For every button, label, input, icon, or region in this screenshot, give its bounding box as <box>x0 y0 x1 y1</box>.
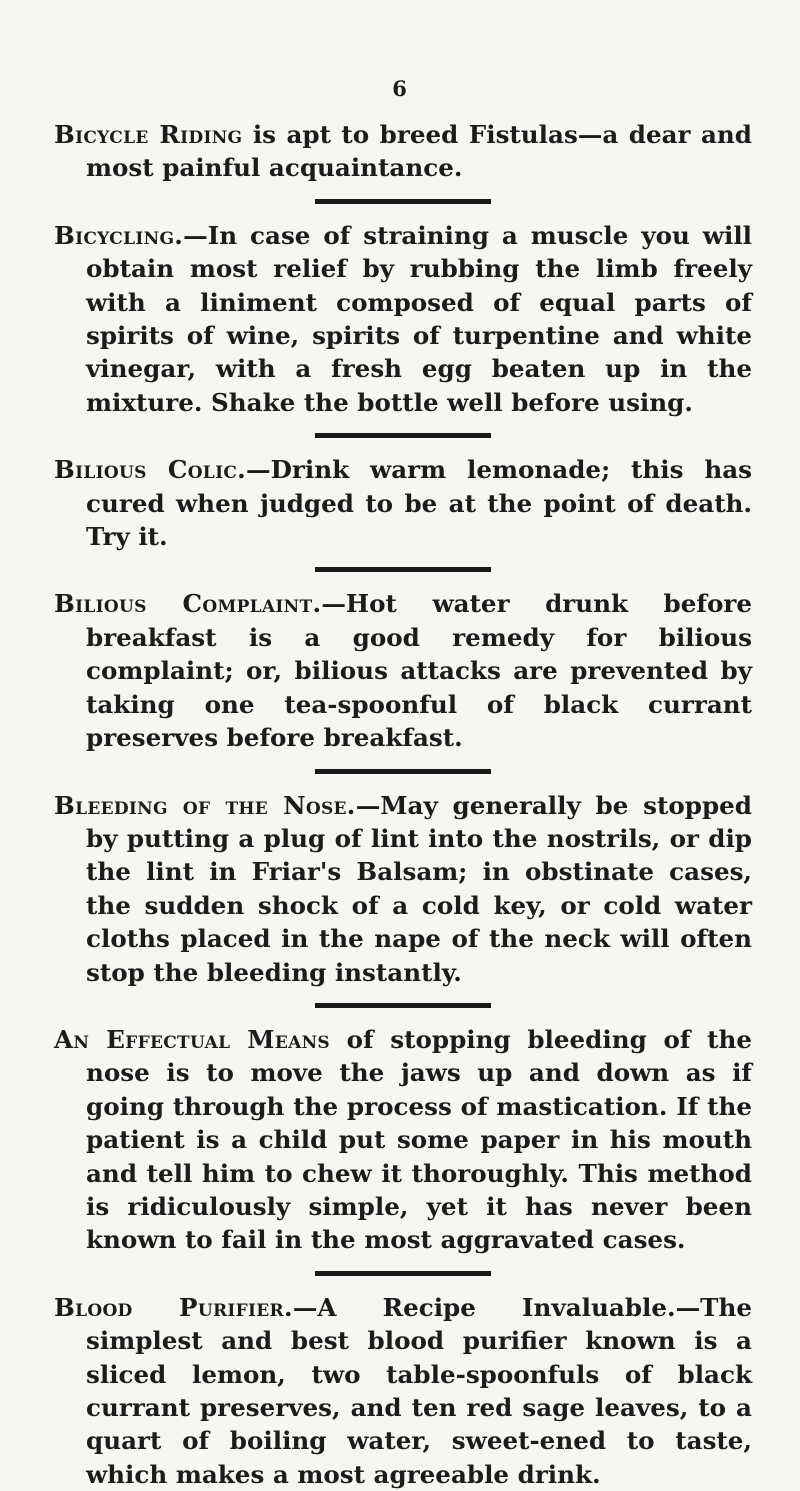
entry-bleeding-of-the-nose <box>54 789 752 989</box>
entry-bilious-colic <box>54 453 752 553</box>
section-divider <box>315 199 491 204</box>
entry-text: —A Recipe Invaluable.—The simplest and best blood purifier known is a sliced lemon, two table-spoonfuls of black currant preserves, and ten red sage leaves, to a quart of boiling water, sweet-ened to taste, which makes a most agreeable drink. <box>86 1292 752 1489</box>
section-divider <box>315 567 491 572</box>
entry-heading: An Effectual Means <box>54 1024 330 1054</box>
page-number: 6 <box>392 76 408 101</box>
entry-heading: Bilious Complaint. <box>54 589 322 619</box>
entry-heading: Bicycling. <box>54 220 184 250</box>
entry-heading: Bilious Colic. <box>54 455 247 485</box>
section-divider <box>315 433 491 438</box>
section-divider <box>315 769 491 774</box>
entry-text: —May generally be stopped by putting a plug of lint into the nostrils, or dip the lint in Friar's Balsam; in obstinate cases, the sudden shock of a cold key, or cold water cloths placed in the nape of the neck will often stop the bleeding instantly. <box>86 790 752 987</box>
entry-heading: Bicycle Riding <box>54 120 243 149</box>
entry-blood-purifier <box>54 1291 752 1491</box>
entry-text: —In case of straining a muscle you will obtain most relief by rubbing the limb freely with a liniment composed of equal parts of spirits of wine, spirits of turpentine and white vinegar, with a fresh egg beaten up in the mixture. Shake the bottle well before using. <box>86 220 752 417</box>
entry-text: of stopping bleeding of the nose is to move the jaws up and down as if going through the process of mastication. If the patient is a child put some paper in his mouth and tell him to chew it thoroughly. This method is ridiculously simple, yet it has never been known to fail in the most aggravated cases. <box>86 1024 752 1255</box>
entry-bilious-complaint <box>54 587 752 754</box>
entry-bicycle-riding <box>54 118 752 185</box>
entry-bicycling <box>54 219 752 419</box>
page-content <box>54 118 752 1491</box>
entry-heading: Bleeding of the Nose. <box>54 790 356 820</box>
entry-text: is apt to breed Fistulas—a dear and most painful acquaintance. <box>86 120 752 183</box>
section-divider <box>315 1271 491 1276</box>
section-divider <box>315 1003 491 1008</box>
entry-text: —Drink warm lemonade; this has cured when judged to be at the point of death. Try it. <box>86 455 752 552</box>
entry-heading: Blood Purifier. <box>54 1292 293 1322</box>
entry-text: —Hot water drunk before breakfast is a good remedy for bilious complaint; or, bilious attacks are prevented by taking one tea-spoonful of black currant preserves before breakfast. <box>86 589 752 753</box>
entry-effectual-means <box>54 1023 752 1257</box>
